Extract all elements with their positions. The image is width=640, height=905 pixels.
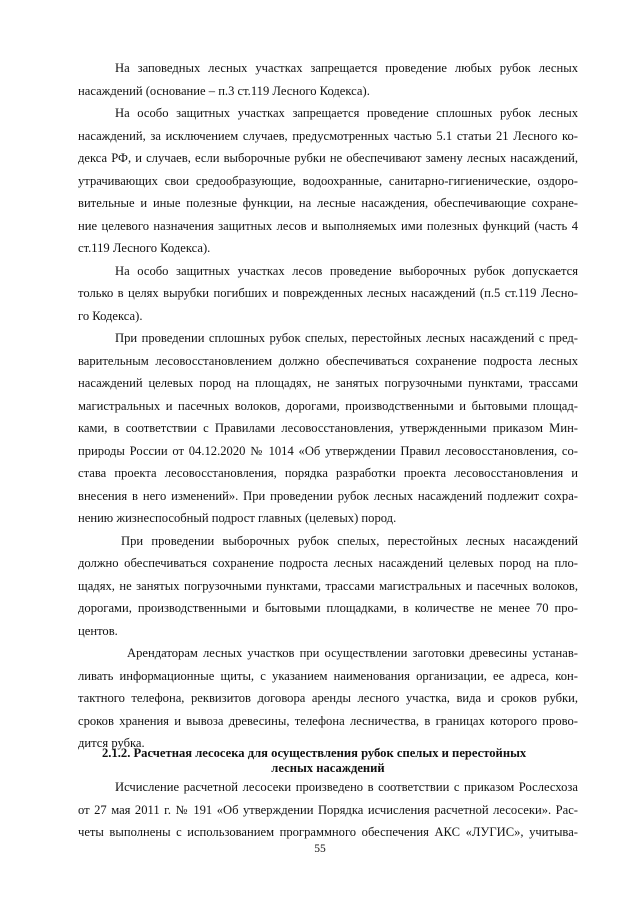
text-line: щадях, не занятых погрузочными пунктами, трассами магистральных и пасечных волоков,	[78, 578, 578, 593]
body-text	[78, 57, 578, 755]
text-line: сроков хранения и вывоза древесины, телефона лесничества, в границах которого прово-	[78, 713, 578, 728]
section-heading-line: 2.1.2. Расчетная лесосека для осуществления рубок спелых и перестойных	[102, 746, 527, 760]
text-line: Арендаторам лесных участков при осуществлении заготовки древесины устанав-	[127, 646, 578, 660]
text-line: четы выполнены с использованием программного обеспечения АКС «ЛУГИС», учитыва-	[78, 825, 578, 839]
text-line: На особо защитных участках лесов проведение выборочных рубок допускается	[115, 263, 578, 278]
text-line: го Кодекса).	[78, 308, 143, 323]
text-line: ст.119 Лесного Кодекса).	[78, 241, 211, 255]
text-line: природы России от 04.12.2020 № 1014 «Об утверждении Правил лесовосстановления, со-	[78, 443, 578, 458]
page-number: 55	[314, 843, 326, 855]
text-line: дится рубка.	[78, 736, 145, 750]
text-line: вительные и иные полезные функции, на лесные насаждения, обеспечивающие сохране-	[78, 196, 578, 210]
text-line: дорогами, производственными и бытовыми площадками, в количестве не менее 70 про-	[78, 601, 578, 615]
text-line: тактного телефона, реквизитов договора аренды лесного участка, вида и сроков рубки,	[78, 691, 578, 705]
text-line: ливать информационные щиты, с указанием наименования организации, ее адреса, кон-	[78, 668, 578, 683]
text-line: должно обеспечиваться сохранение подроста лесных насаждений целевых пород на пло-	[78, 556, 578, 570]
text-line: внесения в него изменений». При проведении рубок лесных насаждений подлежит сохра-	[78, 488, 578, 503]
text-line: ние целевого назначения защитных лесов и выполняемых ими полезных функций (часть 4	[78, 218, 578, 233]
text-line: утрачивающих свои средообразующие, водоохранные, санитарно-гигиенические, оздоро-	[78, 173, 578, 188]
text-line: На особо защитных участках запрещается проведение сплошных рубок лесных	[115, 106, 578, 120]
text-line: от 27 мая 2011 г. № 191 «Об утверждении Порядка исчисления расчетной лесосеки». Рас-	[78, 802, 578, 817]
text-line: только в целях вырубки погибших и поврежденных лесных насаждений (п.5 ст.119 Лесно-	[78, 286, 578, 300]
section-heading-line: лесных насаждений	[271, 761, 385, 775]
text-line: При проведении выборочных рубок спелых, перестойных лесных насаждений	[121, 533, 578, 548]
text-line: ками, в соответствии с Правилами лесовосстановления, утвержденными приказом Мин-	[78, 421, 578, 435]
text-line: декса РФ, и случаев, если выборочные рубки не обеспечивают замену лесных насаждений,	[78, 151, 578, 165]
text-line: нению жизнеспособный подрост главных (целевых) пород.	[78, 511, 397, 525]
text-line: Исчисление расчетной лесосеки произведено в соответствии с приказом Рослесхоза	[115, 780, 578, 794]
text-line: центов.	[78, 623, 118, 638]
text-line: става проекта лесовосстановления, порядка разработки проекта лесовосстановления и	[78, 466, 578, 480]
text-line: магистральных и пасечных волоков, дорогами, производственными и бытовыми площад-	[78, 398, 578, 413]
text-line: варительным лесовосстановлением должно обеспечиваться сохранение подроста лесных	[78, 353, 578, 368]
text-line: насаждений, за исключением случаев, предусмотренных частью 5.1 статьи 21 Лесного ко-	[78, 128, 578, 143]
text-line: насаждений целевых пород на площадях, не занятых погрузочными пунктами, трассами	[78, 376, 578, 390]
text-line: На заповедных лесных участках запрещается проведение любых рубок лесных	[115, 61, 578, 75]
text-line: насаждений (основание – п.3 ст.119 Лесного Кодекса).	[78, 83, 370, 98]
body-text-continued	[78, 776, 578, 844]
text-line: При проведении сплошных рубок спелых, перестойных лесных насаждений с пред-	[115, 331, 578, 345]
